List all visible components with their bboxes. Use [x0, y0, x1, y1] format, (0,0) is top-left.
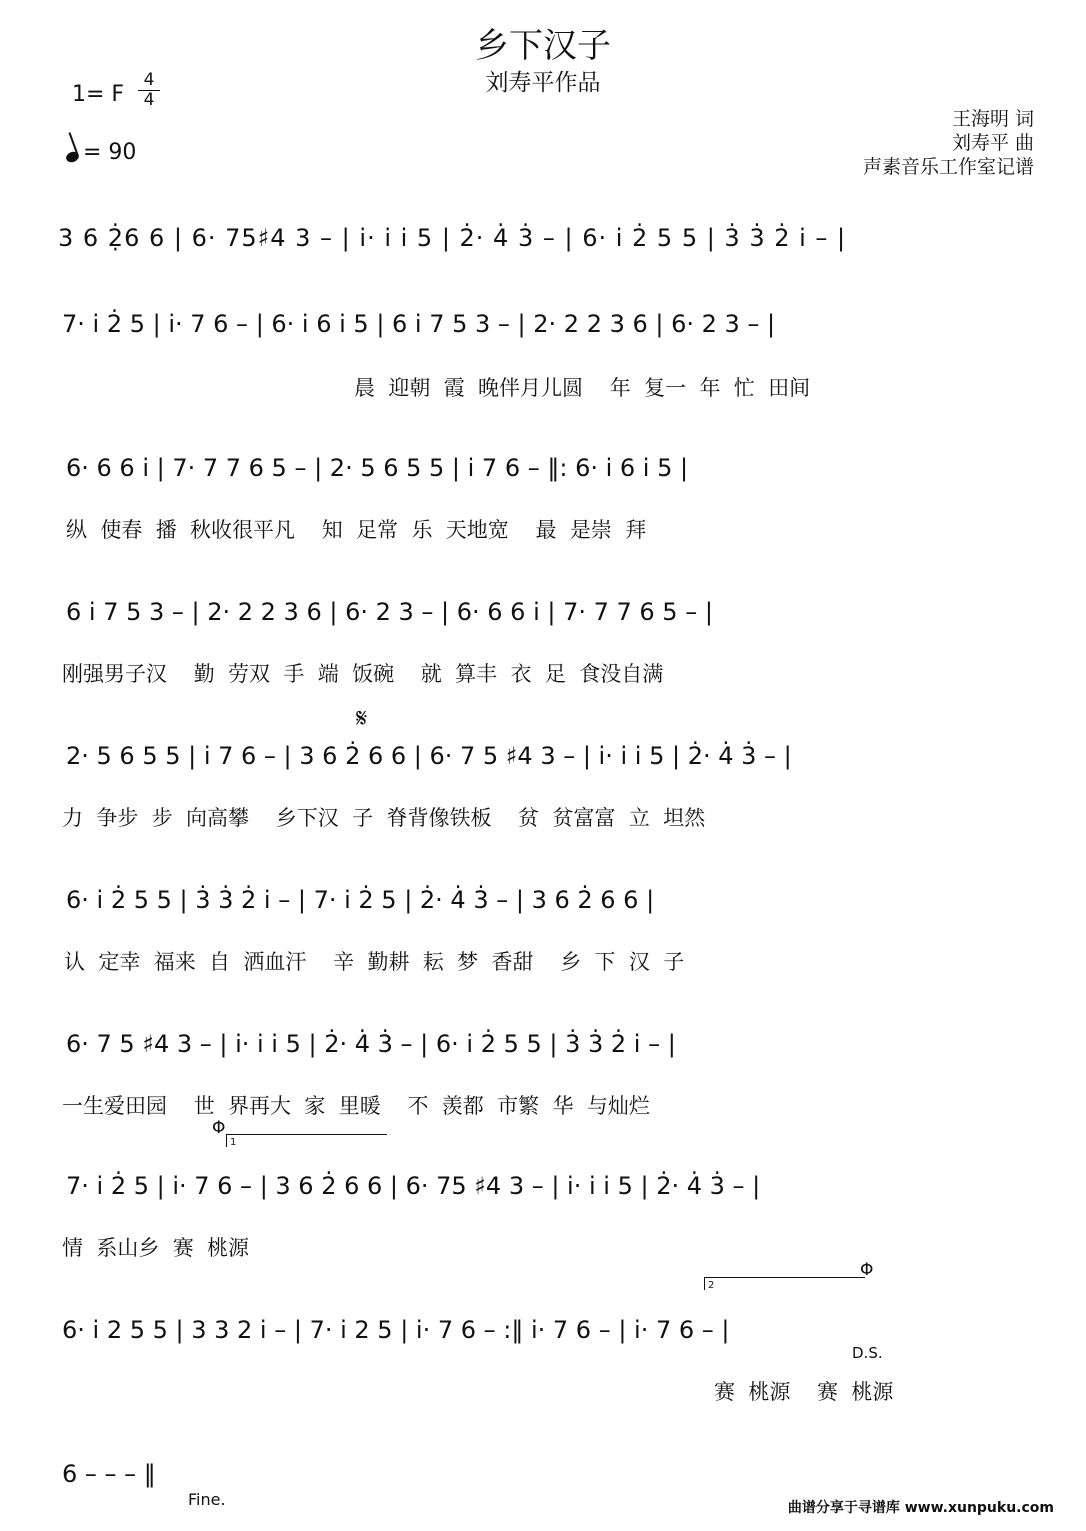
coda-mark-2: Φ	[860, 1260, 874, 1280]
notation-row-10: 6 – – – ‖	[62, 1460, 156, 1488]
footer-watermark: 曲谱分享于寻谱库 www.xunpuku.com	[787, 1500, 1054, 1516]
lyrics-row-4: 刚强男子汉 勤 劳双 手 端 饭碗 就 算丰 衣 足 食没自满	[62, 662, 664, 686]
notation-row-5: 2· 5 6 5 5 | i 7 6 – | 3 6 2̇ 6 6 | 6· 7 5 ♯4 3 – | i· i i 5 | 2̇· 4̇ 3̇ – |	[66, 742, 792, 770]
segno-mark: 𝄋	[356, 704, 368, 734]
fine-mark: Fine.	[188, 1490, 226, 1509]
ending-1-label: 1	[230, 1137, 237, 1148]
ending-1-bracket	[226, 1134, 387, 1147]
time-signature	[138, 72, 160, 109]
time-signature-top: 4	[143, 70, 155, 90]
lyrics-row-3: 纵 使春 播 秋收很平凡 知 足常 乐 天地宽 最 是崇 拜	[66, 518, 647, 542]
lyrics-row-6: 认 定幸 福来 自 洒血汗 辛 勤耕 耘 梦 香甜 乡 下 汉 子	[64, 950, 685, 974]
ending-2-label: 2	[708, 1280, 715, 1291]
lyrics-row-9: 赛 桃源 赛 桃源	[714, 1380, 894, 1404]
notation-row-2: 7· i 2̇ 5 | i· 7 6 – | 6· i 6 i 5 | 6 i 7 5 3 – | 2· 2 2 3 6 | 6· 2 3 – |	[62, 310, 776, 338]
time-signature-bottom: 4	[143, 90, 155, 110]
notation-row-4: 6 i 7 5 3 – | 2· 2 2 3 6 | 6· 2 3 – | 6· 6 6 i | 7· 7 7 6 5 – |	[66, 598, 713, 626]
notation-row-7: 6· 7 5 ♯4 3 – | i· i i 5 | 2̇· 4̇ 3̇ – | 6· i 2̇ 5 5 | 3̇ 3̇ 2̇ i – |	[66, 1030, 676, 1058]
notation-row-3: 6· 6 6 i | 7· 7 7 6 5 – | 2· 5 6 5 5 | i 7 6 – ‖: 6· i 6 i 5 |	[66, 454, 689, 482]
song-subtitle: 刘寿平作品	[485, 70, 601, 96]
notation-row-6: 6· i 2̇ 5 5 | 3̇ 3̇ 2̇ i – | 7· i 2̇ 5 | 2̇· 4̇ 3̇ – | 3 6 2̇ 6 6 |	[66, 886, 655, 914]
lyrics-row-5: 力 争步 步 向高攀 乡下汉 子 脊背像铁板 贫 贫富富 立 坦然	[62, 806, 706, 830]
lyrics-row-2: 晨 迎朝 霞 晚伴月儿圆 年 复一 年 忙 田间	[354, 376, 811, 400]
key-signature: 1= F	[72, 82, 125, 107]
lyricist-credit: 王海明 词	[951, 108, 1034, 130]
transcriber-credit: 声素音乐工作室记谱	[862, 156, 1034, 178]
notation-row-9: 6· i 2 5 5 | 3 3 2 i – | 7· i 2 5 | i· 7 6 – :‖ i· 7 6 – | i· 7 6 – |	[62, 1316, 730, 1344]
tempo-value: = 90	[83, 140, 137, 165]
lyrics-row-8: 情 系山乡 赛 桃源	[62, 1236, 250, 1260]
quarter-note-icon	[65, 150, 81, 164]
ending-2-bracket	[704, 1277, 865, 1290]
lyrics-row-7: 一生爱田园 世 界再大 家 里暖 不 羡都 市繁 华 与灿烂	[62, 1094, 650, 1118]
notation-row-8: 7· i 2̇ 5 | i· 7 6 – | 3 6 2̇ 6 6 | 6· 75 ♯4 3 – | i· i i 5 | 2̇· 4̇ 3̇ – |	[66, 1172, 761, 1200]
notation-row-1: 3 6 2̣̇6 6 | 6· 75♯4 3 – | i· i i 5 | 2̇· 4̇ 3̇ – | 6· i 2̇ 5 5 | 3̇ 3̇ 2̇ i – |	[58, 224, 847, 252]
tempo-marking	[66, 140, 136, 165]
song-title: 乡下汉子	[475, 26, 611, 66]
coda-mark-1: Φ	[212, 1118, 226, 1138]
composer-credit: 刘寿平 曲	[951, 132, 1034, 154]
ds-mark: D.S.	[852, 1344, 883, 1362]
